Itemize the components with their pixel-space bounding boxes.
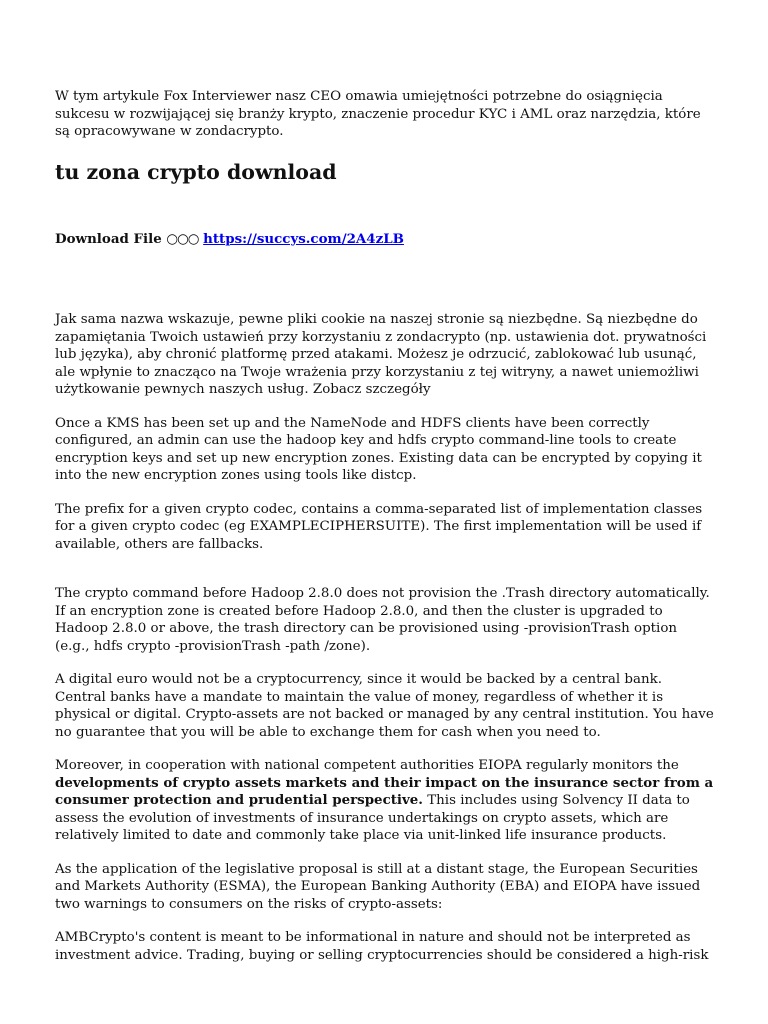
paragraph-eiopa — [55, 757, 715, 845]
download-link[interactable]: https://succys.com/2A4zLB — [203, 230, 404, 247]
page-title: tu zona crypto download — [55, 159, 337, 184]
article — [55, 88, 715, 964]
download-label: Download File — [55, 230, 162, 247]
eiopa-text-start: Moreover, in cooperation with national competent authorities EIOPA regularly monitors the — [55, 758, 679, 773]
paragraph-command: The crypto command before Hadoop 2.8.0 does not provision the .Trash directory automatically. If an encryption zone is created before Hadoop 2.8.0, and then the cluster is upgraded to Hadoop 2.8.0 or above, the trash directory can be provisioned using -provisionTrash option (e.g., hdfs crypto -provisionTrash -path /zone). — [55, 586, 710, 654]
paragraph-prefix: The prefix for a given crypto codec, contains a comma-separated list of implementation classes for a given crypto codec (eg EXAMPLECIPHERSUITE). The first implementation will be used if available, others are fallbacks. — [55, 501, 703, 552]
paragraph-ambcrypto: AMBCrypto's content is meant to be informational in nature and should not be interpreted as investment advice. Trading, buying or selling cryptocurrencies should be considered a high-risk — [55, 930, 709, 963]
download-line — [55, 231, 715, 249]
paragraph-cookie: Jak sama nazwa wskazuje, pewne pliki cookie na naszej stronie są niezbędne. Są niezbędne do zapamiętania Twoich ustawień przy korzystaniu z zondacrypto (np. ustawienia dot. prywatności lub języka), aby chronić platformę przed atakami. Możesz je odrzucić, zablokować lub usunąć, ale wpłynie to znacząco na Twoje wrażenia przy korzystaniu z tej witryny, a nawet uniemożliwi użytkowanie pewnych naszych usług. Zobacz szczegóły — [55, 312, 707, 397]
intro-paragraph: W tym artykule Fox Interviewer nasz CEO omawia umiejętności potrzebne do osiągnięcia sukcesu w rozwijającej się branży krypto, znaczenie procedur KYC i AML oraz narzędzia, które są opracowywane w zondacrypto. — [55, 89, 701, 139]
paragraph-legislative: As the application of the legislative proposal is still at a distant stage, the European Securities and Markets Authority (ESMA), the European Banking Authority (EBA) and EIOPA have issued two warnings to consumers on the risks of crypto-assets: — [55, 861, 701, 912]
paragraph-kms: Once a KMS has been set up and the NameNode and HDFS clients have been correctly configured, an admin can use the hadoop key and hdfs crypto command-line tools to create encryption keys and set up new encryption zones. Existing data can be encrypted by copying it into the new encryption zones using tools like distcp. — [55, 415, 702, 483]
circles-icon: ○○○ — [166, 231, 199, 247]
paragraph-euro: A digital euro would not be a cryptocurrency, since it would be backed by a central bank. Central banks have a mandate to maintain the value of money, regardless of whether it is physical or digital. Crypto-assets are not backed or managed by any central institution. You have no guarantee that you will be able to exchange them for cash when you need to. — [55, 672, 714, 740]
eiopa-text-end: This includes using Solvency II data to assess the evolution of investments of insurance undertakings on crypto assets, which are relatively limited to date and commonly take place via unit-linked life insurance products. — [55, 793, 690, 843]
eiopa-text-bold: developments of crypto assets markets and their impact on the insurance sector from a consumer protection and prudential perspective. — [55, 774, 714, 808]
